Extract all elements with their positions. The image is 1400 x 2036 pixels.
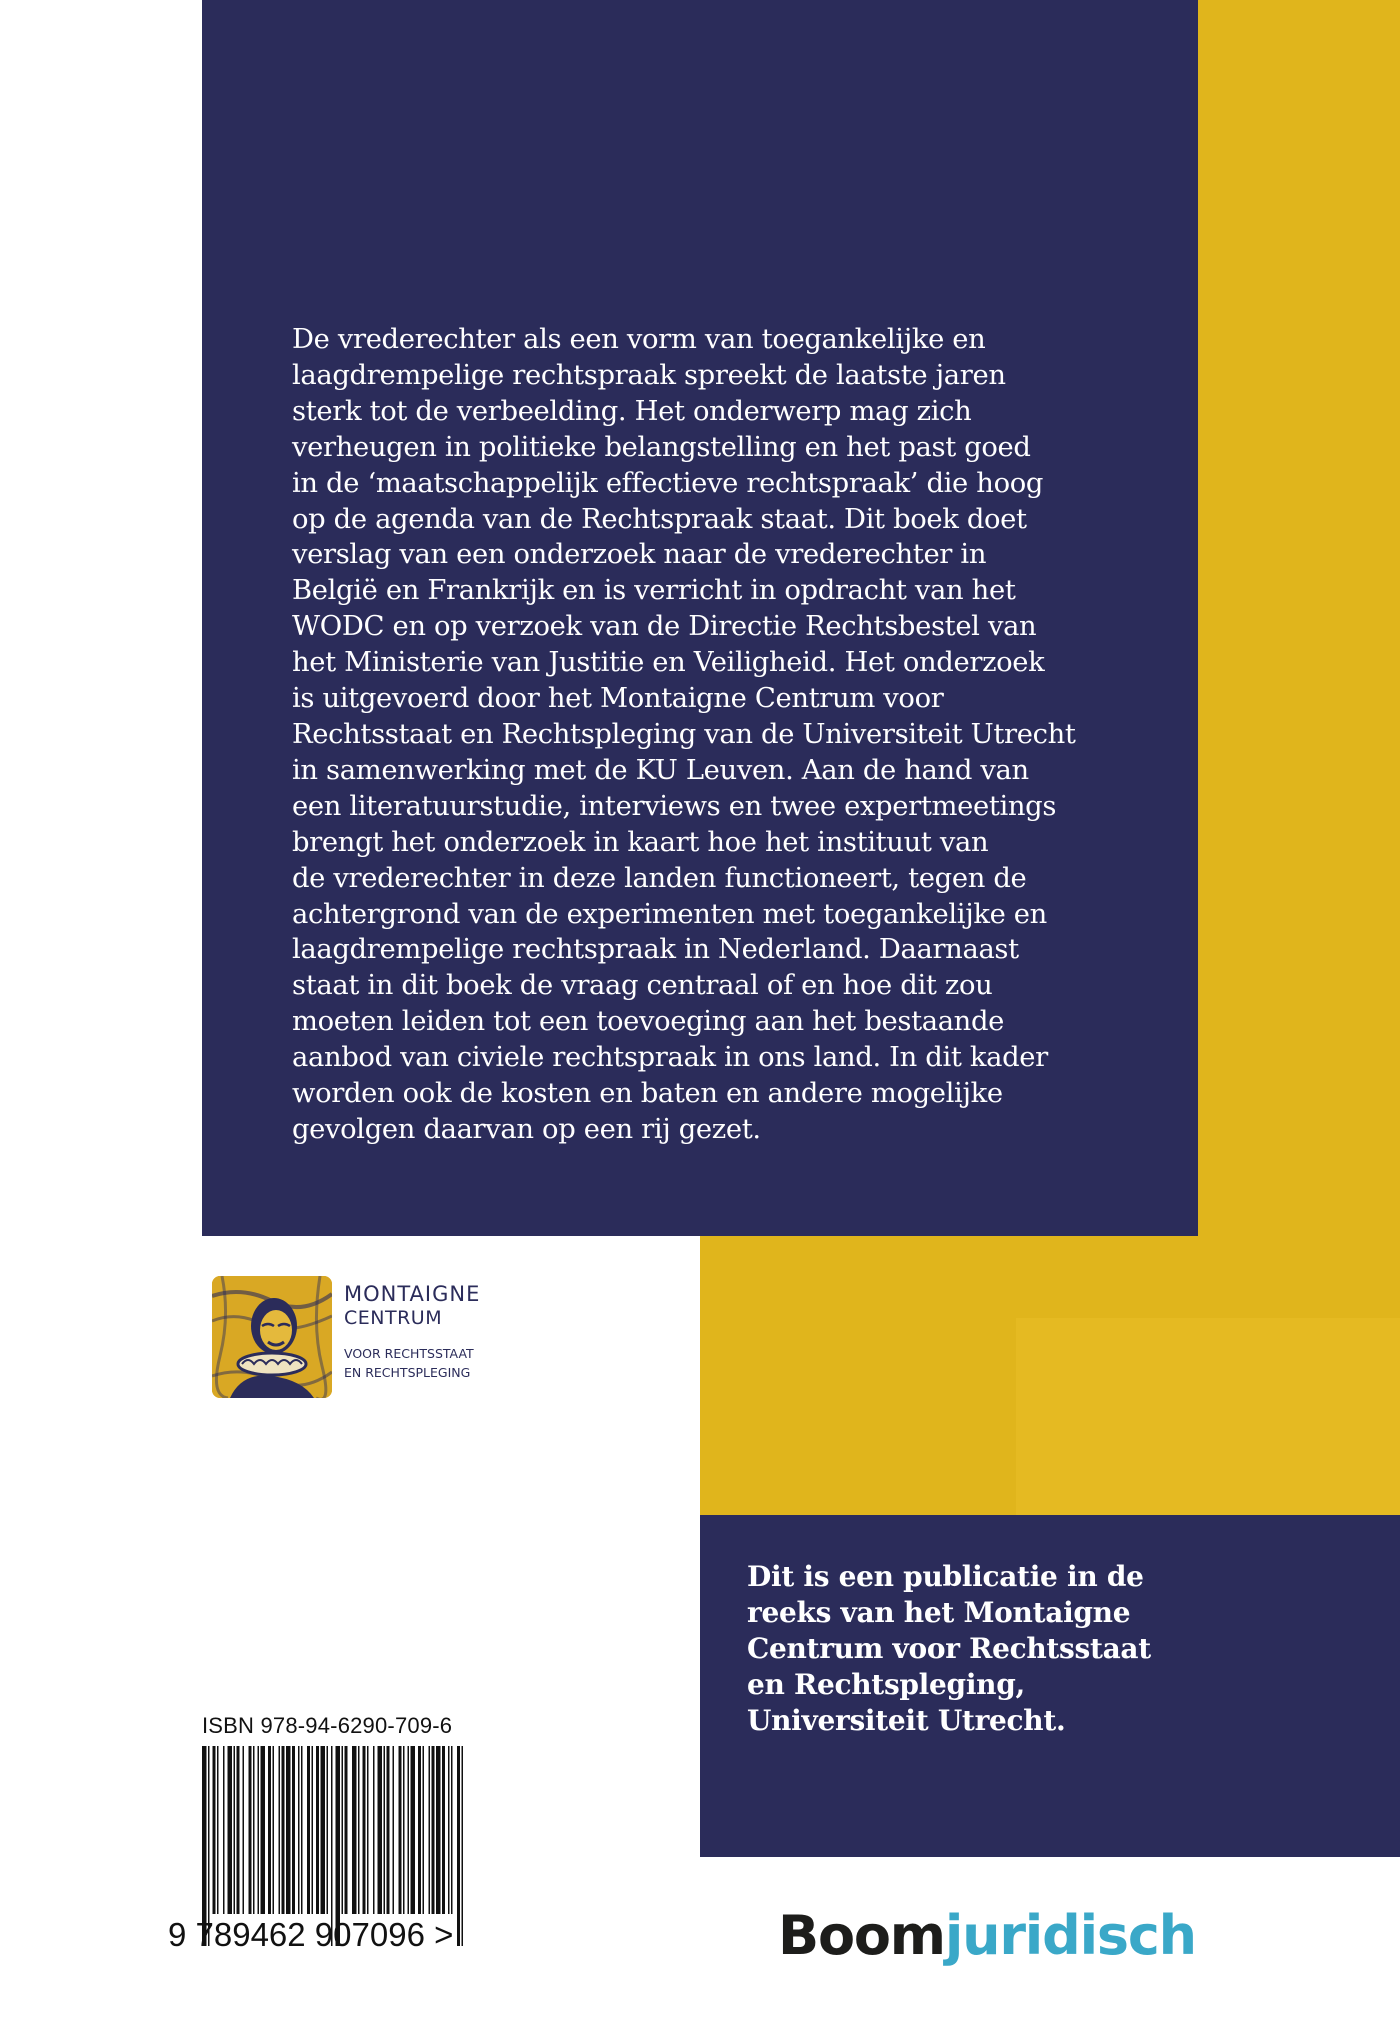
blurb-line: in samenwerking met de KU Leuven. Aan de hand van [292, 754, 1029, 786]
barcode-bar [358, 1746, 360, 1914]
barcode-bar [342, 1746, 344, 1914]
barcode-bar [387, 1746, 390, 1914]
logo-tagline-line: VOOR RECHTSSTAAT [344, 1346, 474, 1361]
blurb-line: WODC en op verzoek van de Directie Rechtsbestel van [292, 611, 1037, 643]
series-line: Universiteit Utrecht. [747, 1704, 1066, 1737]
blurb-line: moeten leiden tot een toevoeging aan het bestaande [292, 1006, 1005, 1038]
barcode-bar [457, 1746, 460, 1946]
barcode-bar [321, 1746, 326, 1914]
barcode-bar [279, 1746, 281, 1914]
barcode-bar [258, 1746, 260, 1914]
barcode-bar [243, 1746, 245, 1914]
barcode-bar [418, 1746, 421, 1914]
blurb-line: laagdrempelige rechtspraak in Nederland. Daarnaast [292, 934, 1019, 966]
barcode-bar [436, 1746, 441, 1914]
barcode-bar [462, 1746, 464, 1946]
barcode-bar [261, 1746, 266, 1914]
barcode-bar [273, 1746, 275, 1914]
back-cover-blurb [292, 322, 1132, 1148]
blurb-line: in de ‘maatschappelijk effectieve rechtspraak’ die hoog [292, 467, 1044, 499]
barcode-bar [282, 1746, 285, 1914]
barcode-bar [312, 1746, 314, 1914]
barcode-bar [217, 1746, 219, 1914]
blurb-line: staat in dit boek de vraag centraal of en hoe dit zou [292, 970, 993, 1002]
barcode-bar [432, 1746, 435, 1914]
barcode-bar [301, 1746, 303, 1914]
barcode-bar [373, 1746, 375, 1914]
logo-subtitle: CENTRUM [344, 1307, 443, 1329]
barcode-bar [228, 1746, 233, 1914]
blurb-line: aanbod van civiele rechtspraak in ons land. In dit kader [292, 1042, 1048, 1074]
barcode-bar [223, 1746, 225, 1914]
blurb-line: verheugen in politieke belangstelling en het past goed [292, 431, 1031, 463]
barcode-bar [451, 1746, 453, 1914]
series-statement [747, 1559, 1207, 1739]
series-line: Centrum voor Rechtsstaat [747, 1632, 1151, 1665]
blurb-line: een literatuurstudie, interviews en twee expertmeetings [292, 790, 1057, 822]
publisher-name-part1: Boom [778, 1904, 945, 1967]
barcode-bar [423, 1746, 425, 1914]
barcode-bar [249, 1746, 252, 1914]
blurb-line: is uitgevoerd door het Montaigne Centrum voor [292, 683, 944, 715]
gold-shade-block [1016, 1318, 1400, 1515]
barcode-bar [327, 1746, 329, 1914]
barcode-bar [393, 1746, 395, 1914]
barcode-bar [363, 1746, 366, 1914]
blurb-line: achtergrond van de experimenten met toegankelijke en [292, 898, 1047, 930]
series-line: reeks van het Montaigne [747, 1596, 1131, 1629]
publisher-logo [778, 1904, 1196, 1967]
montaigne-portrait-icon [212, 1276, 332, 1398]
barcode-bar [213, 1746, 216, 1914]
barcode-bar [292, 1746, 295, 1914]
barcode-bar [429, 1746, 431, 1914]
blurb-line: Rechtsstaat en Rechtspleging van de Universiteit Utrecht [292, 718, 1076, 750]
blurb-line: het Ministerie van Justitie en Veiligheid. Het onderzoek [292, 647, 1045, 679]
barcode-bar [237, 1746, 240, 1914]
barcode-bar [403, 1746, 405, 1914]
barcode-bar [408, 1746, 410, 1914]
barcode-bar [442, 1746, 445, 1914]
publisher-name-part2: juridisch [944, 1904, 1196, 1967]
blurb-line: sterk tot de verbeelding. Het onderwerp mag zich [292, 395, 972, 427]
barcode-digits: 9 789462 907096 > [168, 1916, 454, 1953]
barcode-bar [399, 1746, 402, 1914]
barcode-bar [384, 1746, 386, 1914]
series-line: Dit is een publicatie in de [747, 1560, 1144, 1593]
logo-tagline-line: EN RECHTSPLEGING [344, 1365, 471, 1380]
series-line: en Rechtspleging, [747, 1668, 1025, 1701]
isbn-label: ISBN 978-94-6290-709-6 [202, 1713, 453, 1738]
barcode-bar [307, 1746, 310, 1914]
series-panel [700, 1515, 1400, 1857]
blurb-line: op de agenda van de Rechtspraak staat. Dit boek doet [292, 503, 1027, 535]
barcode-bar [253, 1746, 255, 1914]
barcode-bar [448, 1746, 450, 1914]
logo-tagline [344, 1344, 480, 1382]
montaigne-centrum-logo [212, 1276, 512, 1400]
barcode-bar [352, 1746, 357, 1914]
blurb-line: de vrederechter in deze landen functioneert, tegen de [292, 862, 1027, 894]
barcode-bar [345, 1746, 348, 1914]
logo-title: MONTAIGNE [344, 1282, 481, 1306]
logo-wordmark [344, 1282, 480, 1382]
gold-color-band [1198, 0, 1400, 1236]
blurb-line: brengt het onderzoek in kaart hoe het instituut van [292, 826, 989, 858]
blurb-line: laagdrempelige rechtspraak spreekt de laatste jaren [292, 359, 1006, 391]
barcode-bar [367, 1746, 369, 1914]
barcode-bar [411, 1746, 416, 1914]
blurb-line: worden ook de kosten en baten en andere mogelijke [292, 1078, 1003, 1110]
blurb-line: verslag van een onderzoek naar de vrederechter in [292, 539, 987, 571]
blurb-line: België en Frankrijk en is verricht in opdracht van het [292, 575, 1016, 607]
barcode-bar [286, 1746, 291, 1914]
barcode-bar [378, 1746, 383, 1914]
blurb-line: De vrederechter als een vorm van toegankelijke en [292, 324, 986, 355]
barcode-bar [316, 1746, 319, 1914]
barcode-bar [234, 1746, 236, 1914]
barcode-bar [298, 1746, 300, 1914]
barcode-bar [268, 1746, 271, 1914]
blurb-line: gevolgen daarvan op een rij gezet. [292, 1113, 761, 1145]
